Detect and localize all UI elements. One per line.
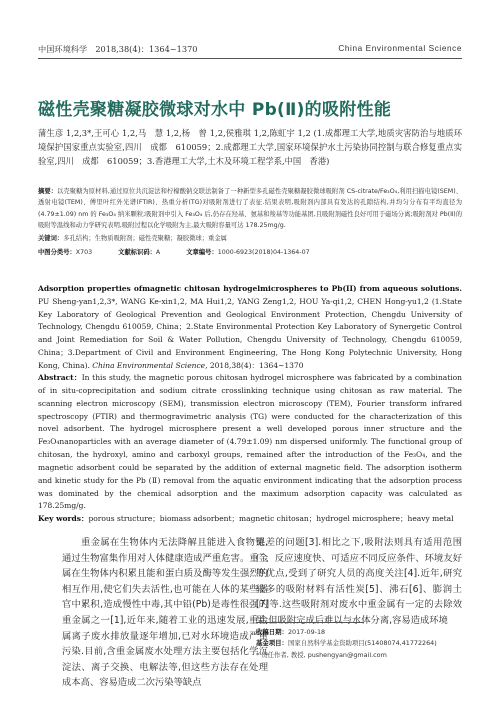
clc-value: X703 [75,249,93,256]
body-left-column: 重金属在生物体内无法降解且能进入食物链,通过生物富集作用对人体健康造成严重危害。重金属在生物体内积累且能和蛋白质及酶等发生强烈的相互作用,使它们失去活性,也可能在人体的某些器官中累积,造成慢性中毒,其中铅(Pb)是毒性很强的重金属之一[1],近年来,随着工业的迅速发展,重金属离子废水排放量逐年增加,已对水环境造成严重污染.目前,含重金属废水处理方法主要包括化学沉淀法、离子交换、电解法等,但这些方法存在处理成本高、容易造成二次污染等缺点 [62,537,268,689]
clc-label: 中图分类号： [38,249,76,256]
keywords-cn-text: 多孔结构；生物质吸附剂；磁性壳聚糖；凝胶微球；重金属 [63,235,227,242]
received-label: 收稿日期： [256,628,288,636]
doc-code [118,249,160,256]
fund-info [256,638,437,647]
keywords-cn-label: 关键词： [38,235,64,242]
journal-name-en: China Environmental Science [338,44,462,53]
authors-affiliations: 蒲生彦 1,2,3*,王可心 1,2,马 慧 1,2,杨 曾 1,2,侯雅琪 1,2,陈虹宇 1,2 (1.成都理工大学,地质灾害防治与地质环境保护国家重点实验室,四川 成都 610059；2.成都理工大学,国家环境保护水土污染协同控制与联合修复重点实验室,四川 成都 610059；3.香港理工大学,土木及环境工程学系,中国 香港) [38,128,462,166]
keywords-en-label: Key words： [38,514,89,523]
running-header [38,44,462,58]
received-date [256,627,325,636]
clc-number [38,249,92,256]
english-title: Adsorption properties ofmagnetic chitosan hydrogelmicrospheres to Pb(II) from aqueous solutions. [38,284,462,293]
header-rule [38,58,462,59]
abstract-en [38,372,462,513]
footnote-rule [256,622,364,623]
keywords-en-text: porous structure；biomass adsorbent；magnetic chitosan；hydrogel microsphere；heavy metal [88,514,454,523]
fund-value: 国家自然科学基金资助项目(51408074,41772264) [287,639,437,647]
abstract-cn-label: 摘要： [38,188,58,195]
journal-citation-cn: 中国环境科学 2018,38(4)：1364~1370 [38,44,198,54]
english-title-block [38,283,462,373]
keywords-cn [38,233,462,242]
english-authors: PU Sheng-yan1,2,3*, WANG Ke-xin1,2, MA Hui1,2, YANG Zeng1,2, HOU Ya-qi1,2, CHEN Hong-yu1,2 (1.State Key Laboratory of Geological Prevention and Geological Environment Protection, Chengdu University of Technology, Chengdu 610059, China；2.State Environmental Protection Key Laboratory of Synergetic Control and Joint Remediation for Soil & Water Pollution, Chengdu University of Technology, Chengdu 610059, China；3.Department of Civil and Environment Engineering, The Hong Kong Polytechnic University, Hong Kong, China). [38,296,462,370]
id-label: 文章编号： [186,249,218,256]
abstract-cn [38,186,462,231]
corresponding-author: * 责任作者, 教授, pushengyan@gmail.com [256,651,387,659]
abstract-cn-text: 以壳聚糖为原材料,通过原位共沉淀法和柠檬酸钠交联法制备了一种新型多孔磁性壳聚糖凝胶微球吸附剂 CS-citrate/Fe₃O₄,利用扫描电镜(SEM)、透射电镜(TEM)、傅里叶红外光谱(FTIR)、热重分析(TG)对吸附剂进行了表征.结果表明,吸附剂内部具有发达的孔隙结构,并均匀分布有平均直径为(4.79±1.09) nm 的 Fe₃O₄ 纳米颗粒;吸附剂中引入 Fe₃O₄ 后,仍存在羟基、氨基和羧基等功能基团,且吸附剂磁性良好可用于磁场分离;吸附剂对 Pb(Ⅱ)的吸附等温线和动力学研究表明,吸附过程以化学吸附为主,最大吸附容量可达 178.25mg/g. [38,188,462,229]
id-value: 1000-6923(2018)04-1364-07 [217,249,310,256]
fund-label: 基金项目： [256,639,288,647]
keywords-en [38,513,462,524]
abstract-en-text: In this study, the magnetic porous chitosan hydrogel microsphere was fabricated by a combination of in situ-coprecipitation and sodium citrate crosslinking technique using chitosan as raw material. The scanning electron microscopy (SEM), transmission electron microscopy (TEM), Fourier transform infrared spectroscopy (FTIR) and thermogravimetric analysis (TG) were conducted for the characterization of this novel adsorbent. The hydrogel microsphere present a well developed porous inner structure and the Fe₃O₄nanoparticles with an average diameter of (4.79±1.09) nm dispersed uniformly. The functional group of chitosan, the hydroxyl, amino and carboxyl groups, remained after the introduction of the Fe₃O₄, and the magnetic adsorbent could be separated by the addition of external magnetic field. The adsorption isotherm and kinetic study for the Pb (Ⅱ) removal from the aquatic environment indicating that the adsorption process was dominated by the chemical adsorption and the maximum adsorption capacity was calculated as 178.25mg/g. [38,373,463,511]
paper-title: 磁性壳聚糖凝胶微球对水中 Pb(Ⅱ)的吸附性能 [38,100,392,120]
english-journal: China Environmental Science [92,360,206,370]
doc-label: 文献标识码： [118,249,156,256]
english-citation: , 2018,38(4)：1364~1370 [205,360,304,370]
abstract-en-label: Abstract： [38,373,82,382]
article-id [186,249,309,256]
classification-line [38,247,462,256]
doc-value: A [155,249,161,256]
received-value: 2017-09-18 [287,628,326,636]
body-right-column: 果差的问题[3].相比之下,吸附法则具有适用范围广、反应速度快、可适应不同反应条件、环境友好等优点,受到了研究人员的高度关注[4].近年,研究较多的吸附材料有活性炭[5]、沸石[6]、膨润土[7]等.这些吸附剂对废水中重金属有一定的去除效果,但吸附完成后难以与水体分离,容易造成环境 [256,537,462,626]
